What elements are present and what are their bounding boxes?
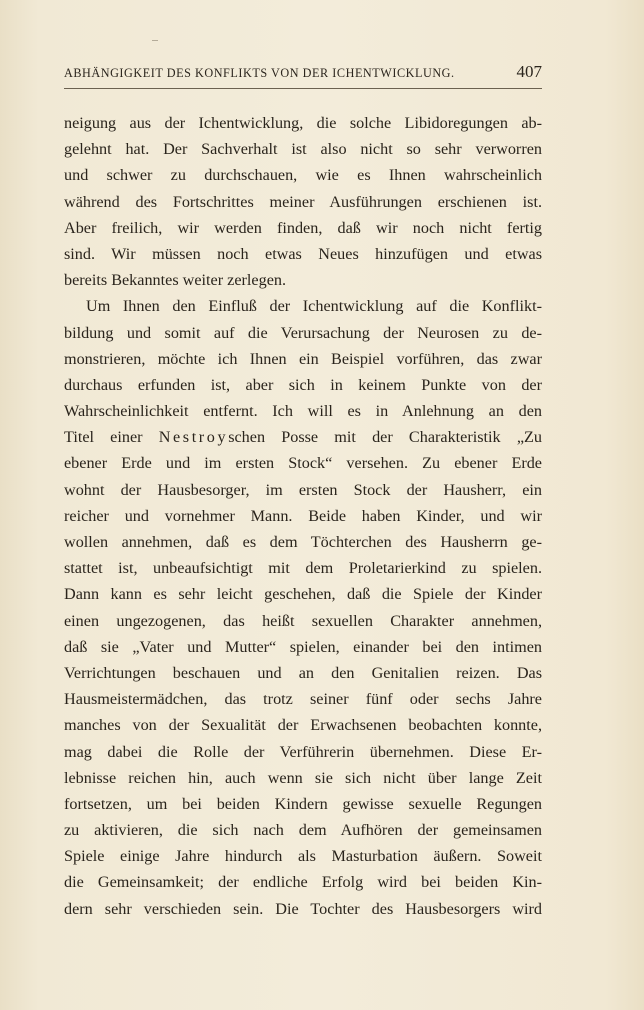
text-line: Dann kann es sehr leicht geschehen, daß die Spiele der Kinder xyxy=(64,585,542,604)
text-line: Aber freilich, wir werden finden, daß wir noch nicht fertig xyxy=(64,218,542,237)
text-line: die Gemeinsamkeit; der endliche Erfolg wird bei beiden Kin- xyxy=(64,873,542,892)
text-line: zu aktivieren, die sich nach dem Aufhören der gemeinsamen xyxy=(64,821,542,840)
text-line: stattet ist, unbeaufsichtigt mit dem Proletarierkind zu spielen. xyxy=(64,559,542,578)
text-line: fortsetzen, um bei beiden Kindern gewisse sexuelle Regungen xyxy=(64,794,542,813)
text-line: Verrichtungen beschauen und an den Genitalien reizen. Das xyxy=(64,663,542,682)
text-line: manches von der Sexualität der Erwachsenen beobachten konnte, xyxy=(64,716,542,735)
text-line: monstrieren, möchte ich Ihnen ein Beispiel vorführen, das zwar xyxy=(64,349,542,368)
text-line: und schwer zu durchschauen, wie es Ihnen wahrscheinlich xyxy=(64,166,542,185)
text-line: Titel einer Nestroyschen Posse mit der Charakteristik „Zu xyxy=(64,428,542,447)
page-speck xyxy=(152,40,158,41)
text-line: wollen annehmen, daß es dem Töchterchen des Hausherrn ge- xyxy=(64,533,542,551)
text-line: durchaus erfunden ist, aber sich in keinem Punkte von der xyxy=(64,375,542,394)
body-text xyxy=(64,110,542,922)
text-line: ebener Erde und im ersten Stock“ versehen. Zu ebener Erde xyxy=(64,454,542,473)
text-line: mag dabei die Rolle der Verführerin übernehmen. Diese Er- xyxy=(64,742,542,761)
text-line: dern sehr verschieden sein. Die Tochter des Hausbesorgers wird xyxy=(64,899,542,918)
header-rule xyxy=(64,88,542,89)
text-line: Um Ihnen den Einfluß der Ichentwicklung auf die Konflikt- xyxy=(86,297,542,316)
page-header xyxy=(64,64,542,86)
text-line: lebnisse reichen hin, auch wenn sie sich nicht über lange Zeit xyxy=(64,768,542,787)
running-head: ABHÄNGIGKEIT DES KONFLIKTS VON DER ICHENTWICKLUNG. xyxy=(64,66,455,80)
text-line: gelehnt hat. Der Sachverhalt ist also nicht so sehr verworren xyxy=(64,140,542,159)
text-line: bereits Bekanntes weiter zerlegen. xyxy=(64,271,287,290)
text-line: Wahrscheinlichkeit entfernt. Ich will es in Anlehnung an den xyxy=(64,402,542,421)
text-line: reicher und vornehmer Mann. Beide haben Kinder, und wir xyxy=(64,506,542,525)
text-line: wohnt der Hausbesorger, im ersten Stock der Hausherr, ein xyxy=(64,480,542,499)
text-line: daß sie „Vater und Mutter“ spielen, einander bei den intimen xyxy=(64,637,542,656)
text-line: sind. Wir müssen noch etwas Neues hinzufügen und etwas xyxy=(64,244,542,263)
text-line: einen ungezogenen, das heißt sexuellen Charakter annehmen, xyxy=(64,611,542,630)
text-line: neigung aus der Ichentwicklung, die solche Libidoregungen ab- xyxy=(64,114,542,132)
page-number: 407 xyxy=(516,62,542,81)
text-line: Spiele einige Jahre hindurch als Masturbation äußern. Soweit xyxy=(64,847,542,866)
text-line: Hausmeistermädchen, das trotz seiner fünf oder sechs Jahre xyxy=(64,690,542,709)
text-line: bildung und somit auf die Verursachung der Neurosen zu de- xyxy=(64,323,542,342)
text-line: während des Fortschrittes meiner Ausführungen erschienen ist. xyxy=(64,192,542,211)
